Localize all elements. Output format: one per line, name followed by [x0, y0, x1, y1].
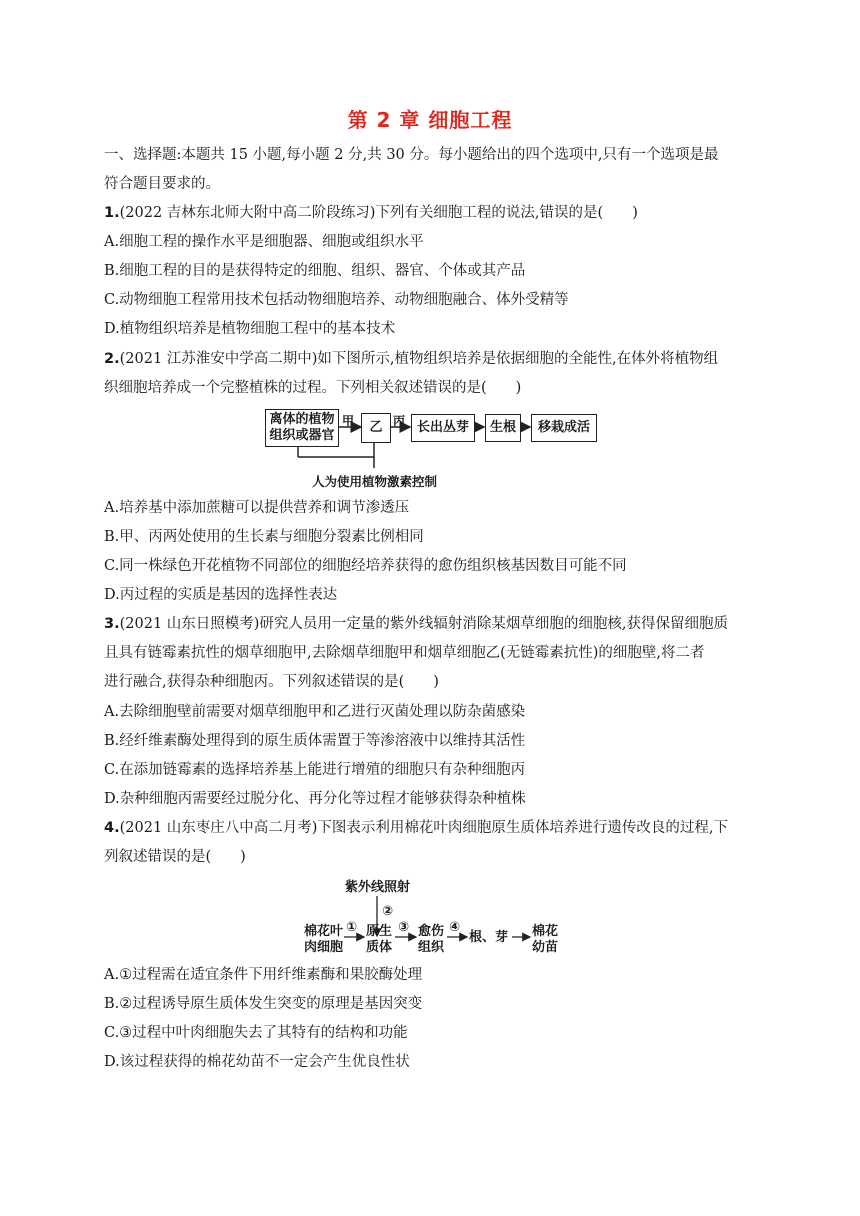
- step-3-label: ③: [398, 920, 410, 935]
- question-3-option-a: A.去除细胞壁前需要对烟草细胞甲和乙进行灭菌处理以防杂菌感染: [104, 704, 526, 720]
- callus-line-2: 组织: [418, 940, 445, 955]
- question-2-option-d: D.丙过程的实质是基因的选择性表达: [104, 587, 338, 603]
- node-protoplast: [366, 924, 392, 956]
- diagram-box-shoots: 长出丛芽: [411, 414, 475, 442]
- step-1-label: ①: [346, 920, 358, 935]
- question-1-number: 1.: [104, 205, 120, 221]
- uv-irradiation-label: 紫外线照射: [345, 880, 411, 895]
- question-3-stem-line-3: 进行融合,获得杂种细胞丙。下列叙述错误的是( ): [104, 674, 439, 690]
- diagram-label-bing: 丙: [393, 414, 406, 428]
- question-2-text-1: (2021 江苏淮安中学高二期中)如下图所示,植物组织培养是依据细胞的全能性,在体外将植物组: [119, 351, 719, 367]
- seedling-line-1: 棉花: [532, 924, 559, 939]
- protoplast-line-2: 质体: [366, 940, 393, 955]
- question-2-option-c: C.同一株绿色开花植物不同部位的细胞经培养获得的愈伤组织核基因数目可能不同: [104, 558, 627, 574]
- diagram-caption-hormone: 人为使用植物激素控制: [312, 474, 438, 489]
- question-2-stem-line-2: 织细胞培养成一个完整植株的过程。下列相关叙述错误的是( ): [104, 380, 522, 396]
- node-root-shoot: 根、芽: [469, 930, 509, 945]
- question-4-option-b: B.②过程诱导原生质体发生突变的原理是基因突变: [104, 996, 423, 1012]
- section-intro-line-2: 符合题目要求的。: [104, 176, 220, 192]
- question-3-option-c: C.在添加链霉素的选择培养基上能进行增殖的细胞只有杂种细胞丙: [104, 762, 526, 778]
- node-callus: [418, 924, 444, 956]
- section-intro-line-1: 一、选择题:本题共 15 小题,每小题 2 分,共 30 分。每小题给出的四个选项中,只有一个选项是最: [104, 147, 719, 163]
- question-4-number: 4.: [104, 820, 120, 836]
- question-4-option-a: A.①过程需在适宜条件下用纤维素酶和果胶酶处理: [104, 967, 423, 983]
- node-cotton-seedling: [532, 924, 558, 956]
- mesophyll-line-2: 肉细胞: [304, 940, 344, 955]
- step-4-label: ④: [449, 920, 461, 935]
- question-4-option-d: D.该过程获得的棉花幼苗不一定会产生优良性状: [104, 1054, 410, 1070]
- step-2-label: ②: [382, 904, 394, 919]
- question-1-option-a: A.细胞工程的操作水平是细胞器、细胞或组织水平: [104, 234, 424, 250]
- question-1-option-b: B.细胞工程的目的是获得特定的细胞、组织、器官、个体或其产品: [104, 263, 526, 279]
- question-1-option-c: C.动物细胞工程常用技术包括动物细胞培养、动物细胞融合、体外受精等: [104, 292, 569, 308]
- diagram-label-jia: 甲: [342, 414, 355, 428]
- question-3-option-b: B.经纤维素酶处理得到的原生质体需置于等渗溶液中以维持其活性: [104, 733, 526, 749]
- diagram-box-transplant: 移栽成活: [531, 414, 597, 442]
- question-1-text: (2022 吉林东北师大附中高二阶段练习)下列有关细胞工程的说法,错误的是( ): [119, 205, 638, 221]
- question-2-option-a: A.培养基中添加蔗糖可以提供营养和调节渗透压: [104, 500, 410, 516]
- explant-label-line-1: 离体的植物: [269, 412, 335, 427]
- question-4-stem-line-2: 列叙述错误的是( ): [104, 849, 246, 865]
- question-1-option-d: D.植物组织培养是植物细胞工程中的基本技术: [104, 321, 396, 337]
- protoplast-line-1: 原生: [366, 924, 393, 939]
- question-4-text-1: (2021 山东枣庄八中高二月考)下图表示利用棉花叶肉细胞原生质体培养进行遗传改良的过程,下: [119, 820, 729, 836]
- question-3-option-d: D.杂种细胞丙需要经过脱分化、再分化等过程才能够获得杂种植株: [104, 791, 526, 807]
- question-3-stem-line-2: 且具有链霉素抗性的烟草细胞甲,去除烟草细胞甲和烟草细胞乙(无链霉素抗性)的细胞壁,将二者: [104, 645, 705, 661]
- question-4-option-c: C.③过程中叶肉细胞失去了其特有的结构和功能: [104, 1025, 408, 1041]
- question-2-number: 2.: [104, 351, 120, 367]
- diagram-box-roots: 生根: [485, 414, 521, 442]
- seedling-line-2: 幼苗: [532, 940, 559, 955]
- question-2-option-b: B.甲、丙两处使用的生长素与细胞分裂素比例相同: [104, 529, 424, 545]
- question-3-text-1: (2021 山东日照模考)研究人员用一定量的紫外线辐射消除某烟草细胞的细胞核,获得保留细胞质: [119, 616, 729, 632]
- callus-line-1: 愈伤: [418, 924, 445, 939]
- explant-label-line-2: 组织或器官: [269, 428, 335, 443]
- question-3-number: 3.: [104, 616, 120, 632]
- chapter-title: 第 2 章 细胞工程: [347, 108, 513, 132]
- mesophyll-line-1: 棉花叶: [304, 924, 344, 939]
- diagram-box-yi: 乙: [361, 413, 391, 443]
- node-mesophyll-cell: [304, 924, 343, 956]
